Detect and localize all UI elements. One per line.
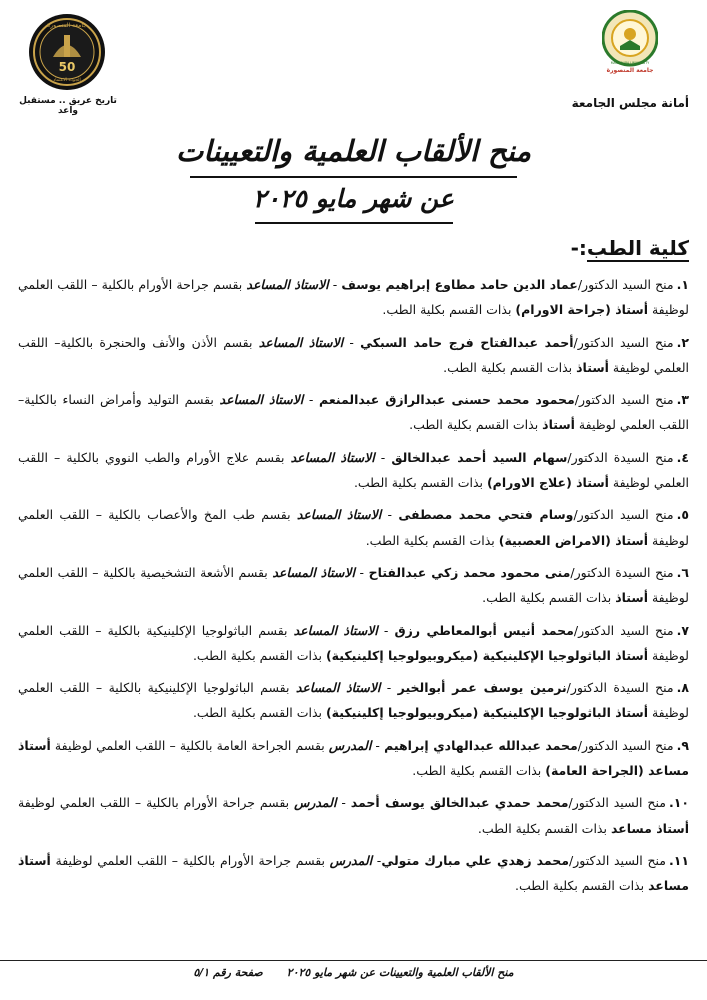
item-rank: الاستاذ المساعد <box>290 449 375 465</box>
item-number: ٩. <box>676 737 689 753</box>
item-person-name: سهام السيد أحمد عبدالخالق <box>391 449 568 465</box>
item-sep: - <box>374 449 392 465</box>
item-role: أستاذ (الامراض العصبية) <box>498 532 648 548</box>
item-number: ١٠. <box>668 795 689 811</box>
item-prefix: منح السيدة الدكتور/ <box>570 564 674 580</box>
list-item <box>18 330 689 388</box>
item-rank: الاستاذ المساعد <box>272 564 355 580</box>
item-person-name: نرمين يوسف عمر أبوالخير <box>397 680 567 696</box>
item-sep: - <box>328 277 342 292</box>
university-logo-icon <box>602 10 658 76</box>
emblem-top-text: جامعة المنصورة <box>47 22 87 29</box>
item-sep: - <box>336 795 351 811</box>
item-prefix: منح السيدة الدكتور/ <box>566 680 674 696</box>
list-item <box>18 790 689 848</box>
item-role: أستاذ مساعد (الجراحة العامة) <box>18 737 689 778</box>
item-sep: - <box>381 507 399 523</box>
page-title: منح الألقاب العلمية والتعيينات <box>175 134 532 168</box>
item-dept: بقسم الأذن والأنف والحنجرة بالكلية– اللقب العلمي لوظيفة <box>18 334 689 375</box>
item-role: أستاذ <box>615 590 648 606</box>
item-prefix: منح السيدة الدكتور/ <box>567 449 674 465</box>
item-person-name: محمد حمدي عبدالخالق يوسف أحمد <box>350 795 569 811</box>
list-item <box>18 848 689 906</box>
item-number: ٦. <box>676 564 689 580</box>
item-dept: بقسم الباثولوجيا الإكلينيكية بالكلية – اللقب العلمي لوظيفة <box>18 680 689 721</box>
item-person-name: محمود محمد حسنى عبدالرازق عبدالمنعم <box>319 392 575 408</box>
item-rank: الاستاذ المساعد <box>219 392 304 408</box>
item-rank: المدرس <box>294 795 337 811</box>
list-item <box>18 445 689 503</box>
item-number: ١١. <box>668 852 689 868</box>
item-role: أستاذ الباثولوجيا الإكلينيكية (ميكروبيولوجيا إكلينيكية) <box>325 705 648 721</box>
item-dept: بقسم الأشعة التشخيصية بالكلية – اللقب العلمي لوظيفة <box>18 564 689 606</box>
item-rank: المدرس <box>329 852 373 868</box>
item-rank: الاستاذ المساعد <box>295 680 381 696</box>
anniversary-logo-icon <box>28 13 106 91</box>
item-rank: المدرس <box>328 737 372 753</box>
item-person-name: وسام فتحي محمد مصطفى <box>398 507 574 523</box>
item-person-name: عماد الدين حامد مطاوع إبراهيم يوسف <box>341 277 578 292</box>
list-item <box>18 272 689 330</box>
item-role: أستاذ مساعد <box>18 852 689 894</box>
item-suffix: بذات القسم بكلية الطب. <box>353 474 487 490</box>
item-rank: الاستاذ المساعد <box>296 507 382 523</box>
list-item <box>18 733 689 791</box>
item-dept: بقسم جراحة الأورام بالكلية – اللقب العلمي لوظيفة <box>18 277 689 318</box>
item-prefix: منح السيد الدكتور/ <box>573 334 674 350</box>
page-subtitle: عن شهر مايو ٢٠٢٥ <box>253 184 454 213</box>
item-suffix: بذات القسم بكلية الطب. <box>515 878 649 894</box>
item-person-name: محمد عبدالله عبدالهادي إبراهيم <box>384 737 578 753</box>
item-prefix: منح السيد الدكتور/ <box>574 392 674 408</box>
item-sep: - <box>354 564 369 580</box>
list-item <box>18 502 689 560</box>
item-sep: - <box>377 622 395 638</box>
emblem-number: 50 <box>58 60 76 74</box>
item-prefix: منح السيد الدكتور/ <box>573 507 674 523</box>
item-prefix: منح السيد الدكتور/ <box>573 622 674 638</box>
item-sep: - <box>303 392 320 408</box>
item-prefix: منح السيد الدكتور/ <box>569 852 666 868</box>
page-footer <box>0 966 707 979</box>
item-prefix: منح السيد الدكتور/ <box>577 737 674 753</box>
item-role: أستاذ (جراحة الاورام) <box>515 302 648 318</box>
item-suffix: بذات القسم بكلية الطب. <box>382 302 516 318</box>
item-role: أستاذ الباثولوجيا الإكلينيكية (ميكروبيولوجيا إكلينيكية) <box>325 647 648 663</box>
item-prefix: منح السيد الدكتور/ <box>577 277 674 292</box>
item-prefix: منح السيد الدكتور/ <box>568 795 666 811</box>
list-item <box>18 560 689 618</box>
item-number: ٣. <box>676 392 689 408</box>
item-role: أستاذ (علاج الاورام) <box>486 474 609 490</box>
item-sep: - <box>371 737 385 753</box>
list-item <box>18 618 689 676</box>
faculty-heading <box>571 236 689 260</box>
faculty-suffix: :- <box>570 236 587 260</box>
item-number: ٥. <box>676 507 689 523</box>
item-role: أستاذ مساعد <box>610 820 689 836</box>
item-number: ٧. <box>676 622 689 638</box>
list-item <box>18 675 689 733</box>
item-sep: - <box>343 334 361 350</box>
item-suffix: بذات القسم بكلية الطب. <box>412 762 546 778</box>
title-underline <box>190 176 517 178</box>
item-suffix: بذات القسم بكلية الطب. <box>192 705 326 721</box>
item-dept: بقسم علاج الأورام والطب النووي بالكلية – اللقب العلمي لوظيفة <box>18 449 689 490</box>
item-person-name: محمد أنيس أبوالمعاطي رزق <box>394 622 574 638</box>
item-person-name: منى محمود محمد زكي عبدالفتاح <box>368 564 571 580</box>
page-number: صفحة رقم ٥/١ <box>193 966 263 979</box>
footer-divider <box>0 960 707 961</box>
item-role: أستاذ <box>542 417 575 433</box>
item-dept: بقسم التوليد وأمراض النساء بالكلية– اللقب العلمي لوظيفة <box>18 392 689 433</box>
item-number: ٢. <box>676 334 689 350</box>
item-role: أستاذ <box>576 359 609 375</box>
item-dept: بقسم جراحة الأورام بالكلية – اللقب العلمي لوظيفة <box>50 852 330 868</box>
item-dept: بقسم الجراحة العامة بالكلية – اللقب العلمي لوظيفة <box>50 737 329 753</box>
item-suffix: بذات القسم بكلية الطب. <box>409 417 543 433</box>
item-dept: بقسم جراحة الأورام بالكلية – اللقب العلمي لوظيفة <box>18 795 295 811</box>
grants-list <box>18 272 689 906</box>
faculty-name: كلية الطب <box>586 236 689 260</box>
item-suffix: بذات القسم بكلية الطب. <box>477 820 611 836</box>
item-rank: الاستاذ المساعد <box>258 334 344 350</box>
council-office-label: أمانة مجلس الجامعة <box>571 96 689 110</box>
item-suffix: بذات القسم بكلية الطب. <box>443 359 577 375</box>
university-name-en: MANSOURA UNIVERSITY <box>610 61 650 65</box>
item-suffix: بذات القسم بكلية الطب. <box>365 532 499 548</box>
university-name-ar: جامعة المنصورة <box>606 67 654 74</box>
item-dept: بقسم الباثولوجيا الإكلينيكية بالكلية – اللقب العلمي لوظيفة <box>18 622 689 663</box>
item-number: ١. <box>676 277 689 292</box>
emblem-motto: تاريخ عريق .. مستقبل واعد <box>19 96 117 116</box>
item-sep: - <box>380 680 398 696</box>
item-rank: الاستاذ المساعد <box>293 622 378 638</box>
emblem-sub-text: الجودة الاعتماد <box>53 78 81 83</box>
subtitle-underline <box>255 222 453 224</box>
item-suffix: بذات القسم بكلية الطب. <box>192 647 326 663</box>
item-person-name: محمد زهدي علي مبارك متولي <box>381 852 570 868</box>
item-rank: الاستاذ المساعد <box>246 277 329 292</box>
item-number: ٨. <box>676 680 689 696</box>
list-item <box>18 387 689 445</box>
item-suffix: بذات القسم بكلية الطب. <box>482 590 616 606</box>
item-dept: بقسم طب المخ والأعصاب بالكلية – اللقب العلمي لوظيفة <box>18 507 689 548</box>
footer-text: منح الألقاب العلمية والتعيينات عن شهر مايو ٢٠٢٥ <box>286 966 514 979</box>
item-number: ٤. <box>676 449 689 465</box>
item-sep: - <box>372 852 382 868</box>
item-person-name: أحمد عبدالفتاح فرج حامد السبكي <box>360 334 574 350</box>
